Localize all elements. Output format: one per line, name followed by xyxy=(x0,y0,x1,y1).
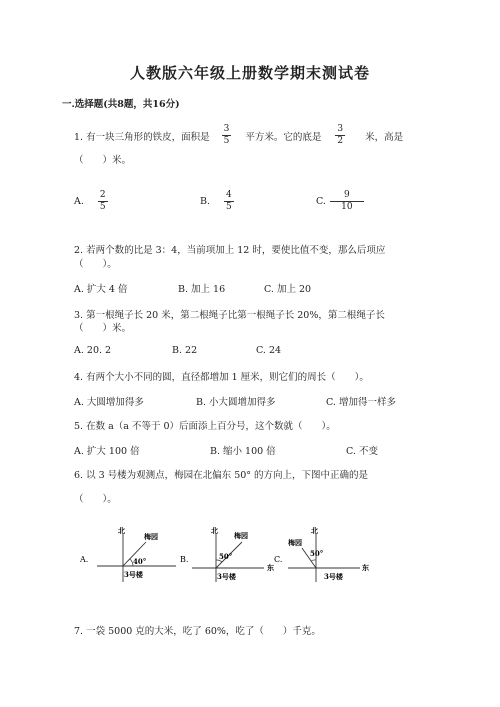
page-title: 人教版六年级上册数学期末测试卷 xyxy=(129,64,370,82)
q1-option-b-fraction: $\frac{4}{5}$ xyxy=(226,190,232,212)
q6-diagram-c xyxy=(274,524,384,586)
question-3: 3. 第一根绳子长 20 米，第二根绳子比第一根绳子长 20%，第二根绳子长 xyxy=(74,310,385,321)
q3-blank: （ ）米。 xyxy=(74,323,132,334)
diagram-b-angle-label: 50° xyxy=(219,552,233,561)
q1-option-a: A. $\frac{2}{5}$ xyxy=(74,190,106,212)
q2-option-a: A. 扩大 4 倍 xyxy=(74,284,128,295)
q2-option-b: B. 加上 16 xyxy=(178,284,226,295)
q6-blank: （ ）。 xyxy=(74,494,117,505)
diagram-b-building-label: 3号楼 xyxy=(217,572,236,581)
q2-option-c: C. 加上 20 xyxy=(264,284,312,295)
question-6: 6. 以 3 号楼为观测点，梅园在北偏东 50° 的方向上，下图中正确的是 xyxy=(74,470,369,481)
diagram-c-angle-label: 50° xyxy=(310,549,324,558)
diagram-c-east-label: 东 xyxy=(362,563,369,572)
diagram-b-north-label: 北 xyxy=(211,526,218,535)
diagram-b-option-label: B. xyxy=(180,555,189,564)
diagram-b-target-label: 梅园 xyxy=(234,531,248,540)
diagram-c-option-label: C. xyxy=(274,555,283,564)
diagram-a-north-label: 北 xyxy=(118,526,125,535)
diagram-a-angle-label: 40° xyxy=(133,557,147,566)
question-2: 2. 若两个数的比是 3：4，当前项加上 12 时，要使比值不变，那么后项应 xyxy=(74,245,386,256)
q3-option-c: C. 24 xyxy=(256,345,282,356)
question-4: 4. 有两个大小不同的圆，直径都增加 1 厘米，则它们的周长（ ）。 xyxy=(74,372,369,383)
diagram-c-north-label: 北 xyxy=(311,526,318,535)
q4-option-c: C. 增加得一样多 xyxy=(326,397,396,408)
q1-text-a: 1. 有一块三角形的铁皮，面积是 xyxy=(74,131,210,143)
diagram-a-option-label: A. xyxy=(80,555,89,564)
question-7: 7. 一袋 5000 克的大米，吃了 60%，吃了（ ）千克。 xyxy=(74,626,321,637)
q6-diagram-c-svg xyxy=(274,524,384,586)
question-5: 5. 在数 a（a 不等于 0）后面添上百分号，这个数就（ ）。 xyxy=(74,421,336,432)
q1-text-c: 米，高是 xyxy=(365,131,404,143)
q1-text-b: 平方米。它的底是 xyxy=(245,131,322,143)
q1-option-b: B. $\frac{4}{5}$ xyxy=(200,190,232,212)
q5-option-a: A. 扩大 100 倍 xyxy=(74,446,140,457)
q5-option-c: C. 不变 xyxy=(346,446,378,457)
diagram-b-east-label: 东 xyxy=(267,563,274,572)
q4-option-a: A. 大圆增加得多 xyxy=(74,397,144,408)
diagram-a-building-label: 3号楼 xyxy=(124,570,143,579)
q1-option-c: C. $\frac{9}{10}$ xyxy=(316,190,364,213)
q1-base-fraction: $\frac{3}{2}$ xyxy=(337,124,344,146)
q1-area-fraction: $\frac{3}{5}$ xyxy=(223,124,230,146)
q1-blank: （ ）米。 xyxy=(74,155,132,166)
question-1 xyxy=(74,124,403,147)
diagram-c-angle-arc xyxy=(311,560,316,561)
q1-option-c-fraction: $\frac{9}{10}$ xyxy=(330,190,364,213)
diagram-c-building-label: 3号楼 xyxy=(324,572,343,581)
q5-option-b: B. 缩小 100 倍 xyxy=(210,446,276,457)
diagram-a-target-label: 梅园 xyxy=(144,532,158,541)
section-heading: 一.选择题(共8题，共16分) xyxy=(62,99,180,110)
q1-option-a-fraction: $\frac{2}{5}$ xyxy=(99,190,106,212)
diagram-c-target-label: 梅园 xyxy=(288,538,302,547)
q3-option-a: A. 20. 2 xyxy=(74,345,112,356)
q3-option-b: B. 22 xyxy=(172,345,198,356)
q2-blank: （ ）。 xyxy=(74,259,117,270)
q4-option-b: B. 小大圆增加得多 xyxy=(196,397,276,408)
